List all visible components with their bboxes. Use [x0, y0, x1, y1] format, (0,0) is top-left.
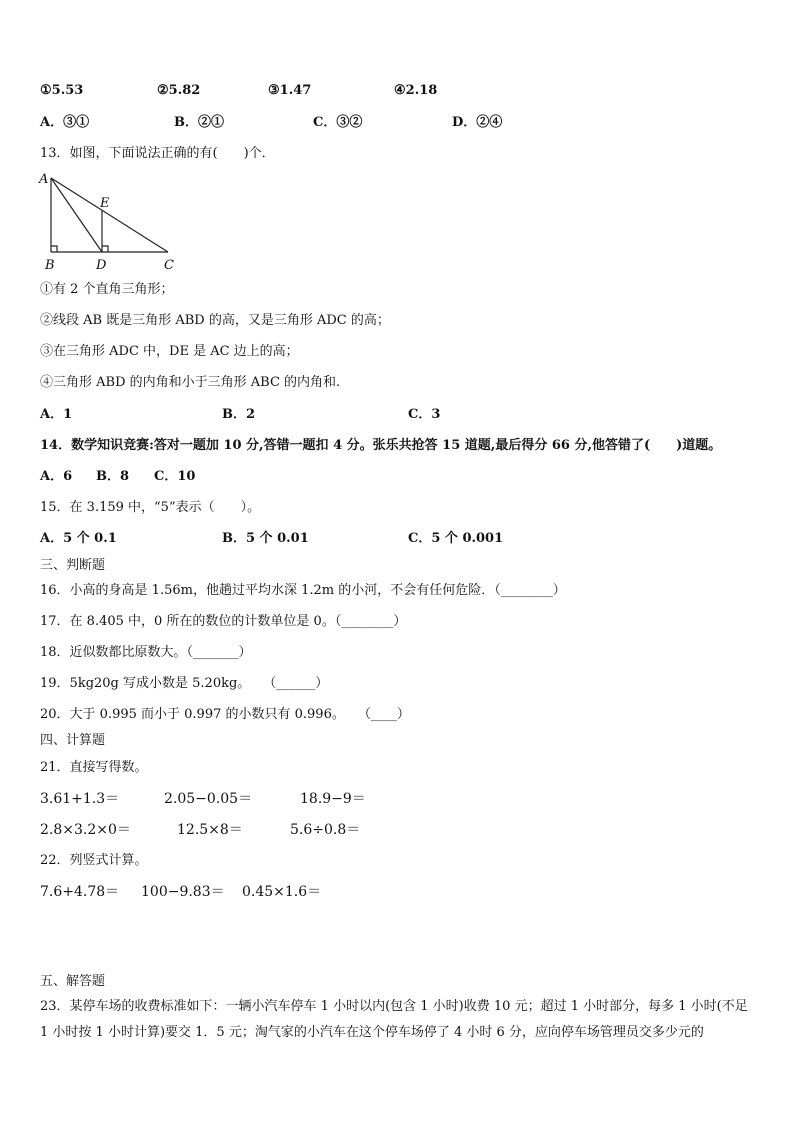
q14-option-b: B．8 [96, 469, 130, 484]
q14-stem: 14．数学知识竞赛:答对一题加 10 分,答错一题扣 4 分。张乐共抢答 15 道题,最后得分 66 分,他答错了( )道题。 [40, 438, 722, 453]
judgment-18: 18．近似数都比原数大。（_______） [40, 645, 252, 660]
q15-option-a: A．5 个 0.1 [40, 531, 117, 546]
q13-statement-2: ②线段 AB 既是三角形 ABD 的高，又是三角形 ADC 的高； [40, 313, 390, 328]
q12-option-b: B．②① [174, 115, 224, 130]
q13-option-c: C．3 [408, 407, 441, 422]
label-d: D [96, 258, 107, 273]
q15-option-b: B．5 个 0.01 [222, 531, 309, 546]
label-a: A [39, 172, 49, 187]
q21-expr-6: 5.6÷0.8＝ [290, 822, 361, 838]
q12-option-c: C．③② [313, 115, 363, 130]
q15-stem: 15．在 3.159 中，“5”表示（ ）。 [40, 500, 261, 515]
q15-option-c: C．5 个 0.001 [408, 531, 504, 546]
judgment-16: 16．小高的身高是 1.56m，他趟过平均水深 1.2m 的小河，不会有任何危险．（________） [40, 583, 566, 598]
q22-expr-1: 7.6+4.78＝ [40, 884, 120, 900]
judgment-19: 19．5kg20g 写成小数是 5.20kg。 （______） [40, 676, 329, 691]
q21-expr-1: 3.61+1.3＝ [40, 791, 120, 807]
q13-option-a: A．1 [40, 407, 73, 422]
q21-stem: 21．直接写得数。 [40, 760, 148, 775]
q23-text: 23．某停车场的收费标准如下：一辆小汽车停车 1 小时以内(包含 1 小时)收费 10 元；超过 1 小时部分，每多 1 小时(不足 1 小时按 1 小时计算)要交 1．5 元；淘气家的小汽车在这个停车场停了 4 小时 6 分，应向停车场管理员交多少元的 [40, 999, 748, 1040]
q13-statement-4: ④三角形 ABD 的内角和小于三角形 ABC 的内角和. [40, 375, 341, 390]
judgment-17: 17．在 8.405 中，0 所在的数位的计数单位是 0。（________） [40, 614, 407, 629]
q12-option-a: A．③① [40, 115, 90, 130]
q22-stem: 22．列竖式计算。 [40, 853, 148, 868]
q12-item-3: ③1.47 [268, 83, 312, 98]
q13-stem: 13．如图，下面说法正确的有( )个． [40, 146, 275, 161]
q14-option-a: A．6 [40, 469, 73, 484]
q12-item-1: ①5.53 [40, 83, 84, 98]
q12-item-2: ②5.82 [157, 83, 201, 98]
q13-triangle-figure [36, 168, 186, 274]
judgment-20: 20．大于 0.995 而小于 0.997 的小数只有 0.996。 （____） [40, 707, 410, 722]
q21-expr-3: 18.9−9＝ [300, 791, 366, 807]
q22-expr-2: 100−9.83＝ [141, 884, 225, 900]
q12-item-4: ④2.18 [394, 83, 438, 98]
label-c: C [164, 258, 174, 273]
section-3-heading: 三、判断题 [40, 558, 106, 573]
section-5-heading: 五、解答题 [40, 974, 106, 989]
q12-option-d: D．②④ [452, 115, 503, 130]
q14-option-c: C．10 [154, 469, 196, 484]
q13-statement-3: ③在三角形 ADC 中，DE 是 AC 边上的高； [40, 344, 299, 359]
label-b: B [45, 258, 55, 273]
section-4-heading: 四、计算题 [40, 733, 106, 748]
q21-expr-2: 2.05−0.05＝ [164, 791, 253, 807]
q21-expr-5: 12.5×8＝ [177, 822, 243, 838]
q13-option-b: B．2 [222, 407, 256, 422]
q21-expr-4: 2.8×3.2×0＝ [40, 822, 131, 838]
label-e: E [100, 196, 110, 211]
q13-statement-1: ①有 2 个直角三角形； [40, 282, 174, 297]
q22-expr-3: 0.45×1.6＝ [242, 884, 322, 900]
